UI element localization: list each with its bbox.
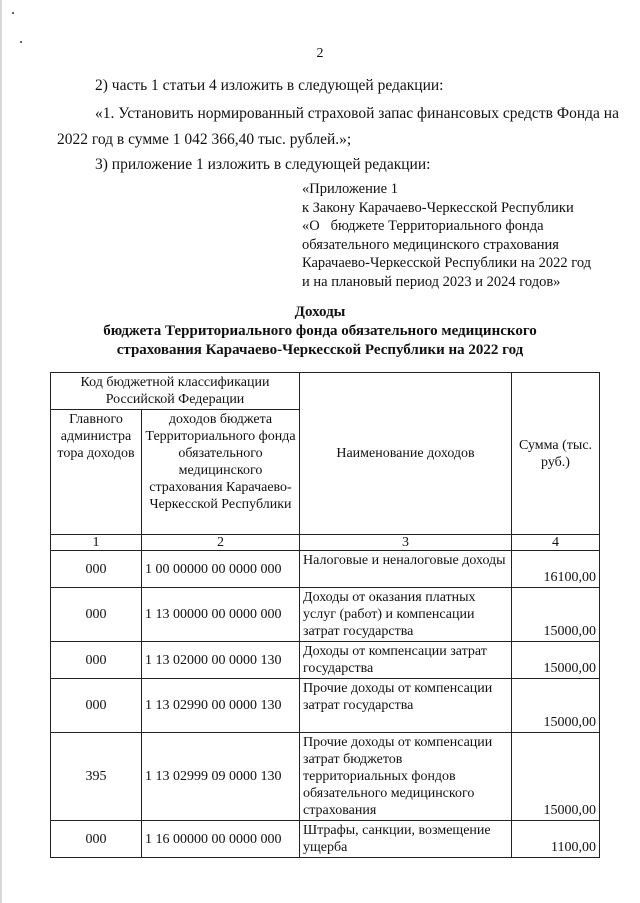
- income-table: [50, 372, 600, 858]
- table-row: [51, 551, 600, 588]
- cell-sum: 15000,00: [512, 679, 600, 733]
- column-number: 1: [51, 535, 142, 551]
- table-header-row: [51, 373, 600, 410]
- table-row: [51, 679, 600, 733]
- cell-code: 1 00 00000 00 0000 000: [142, 551, 300, 588]
- cell-admin: 000: [51, 679, 142, 733]
- cell-admin: 000: [51, 551, 142, 588]
- title-line: страхования Карачаево-Черкесской Республики на 2022 год: [116, 342, 524, 358]
- cell-name: Прочие доходы от компенсации затрат государства: [300, 679, 512, 733]
- paragraph-clause-1-line1: «1. Установить нормированный страховой запас финансовых средств Фонда на: [95, 105, 619, 122]
- cell-name: Штрафы, санкции, возмещение ущерба: [300, 821, 512, 858]
- cell-sum: 16100,00: [512, 551, 600, 588]
- cell-sum: 15000,00: [512, 642, 600, 679]
- cell-name: Доходы от оказания платных услуг (работ) и компенсации затрат государства: [300, 588, 512, 642]
- appendix-line: «Приложение 1: [302, 181, 398, 197]
- appendix-line: обязательного медицинского страхования: [302, 236, 559, 253]
- cell-sum: 1100,00: [512, 821, 600, 858]
- paragraph-item-3: 3) приложение 1 изложить в следующей редакции:: [95, 156, 431, 173]
- table-row: [51, 588, 600, 642]
- cell-name: Доходы от компенсации затрат государства: [300, 642, 512, 679]
- title-line: Доходы: [294, 304, 346, 320]
- appendix-line: Карачаево-Черкесской Республики на 2022 год: [302, 255, 592, 271]
- cell-code: 1 13 02999 09 0000 130: [142, 733, 300, 821]
- document-title: [0, 303, 640, 360]
- cell-admin: 000: [51, 821, 142, 858]
- column-number-row: [51, 535, 600, 551]
- cell-sum: 15000,00: [512, 588, 600, 642]
- header-bk-group: Код бюджетной классификации Российской Федерации: [51, 373, 300, 410]
- column-number: 2: [142, 535, 300, 551]
- title-line: бюджета Территориального фонда обязательного медицинского: [103, 323, 537, 339]
- cell-admin: 000: [51, 642, 142, 679]
- appendix-line: и на плановый период 2023 и 2024 годов»: [302, 273, 561, 290]
- header-income-name: Наименование доходов: [300, 373, 512, 535]
- cell-sum: 15000,00: [512, 733, 600, 821]
- cell-admin: 000: [51, 588, 142, 642]
- header-income-code: доходов бюджета Территориального фонда обязательного медицинского страхования Карачаево-Черкесской Республики: [142, 410, 300, 535]
- cell-code: 1 13 02000 00 0000 130: [142, 642, 300, 679]
- cell-name: Прочие доходы от компенсации затрат бюджетов территориальных фондов обязательного медицинского страхования: [300, 733, 512, 821]
- table-row: [51, 642, 600, 679]
- header-admin: Главного администра тора доходов: [51, 410, 142, 535]
- scan-speck: [12, 12, 14, 14]
- appendix-line: к Закону Карачаево-Черкесской Республики: [302, 199, 574, 216]
- column-number: 4: [512, 535, 600, 551]
- cell-admin: 395: [51, 733, 142, 821]
- appendix-line: «О бюджете Территориального фонда: [302, 218, 544, 234]
- header-sum: Сумма (тыс. руб.): [512, 373, 600, 535]
- cell-code: 1 13 02990 00 0000 130: [142, 679, 300, 733]
- column-number: 3: [300, 535, 512, 551]
- page-number: 2: [316, 46, 324, 61]
- appendix-reference: [302, 180, 591, 291]
- cell-name: Налоговые и неналоговые доходы: [300, 551, 512, 588]
- scan-edge: [0, 0, 2, 903]
- table-row: [51, 733, 600, 821]
- paragraph-clause-1-line2: 2022 год в сумме 1 042 366,40 тыс. рублей.»;: [57, 131, 352, 148]
- table-row: [51, 821, 600, 858]
- scan-speck: [20, 41, 22, 43]
- cell-code: 1 13 00000 00 0000 000: [142, 588, 300, 642]
- cell-code: 1 16 00000 00 0000 000: [142, 821, 300, 858]
- paragraph-item-2: 2) часть 1 статьи 4 изложить в следующей редакции:: [95, 77, 444, 94]
